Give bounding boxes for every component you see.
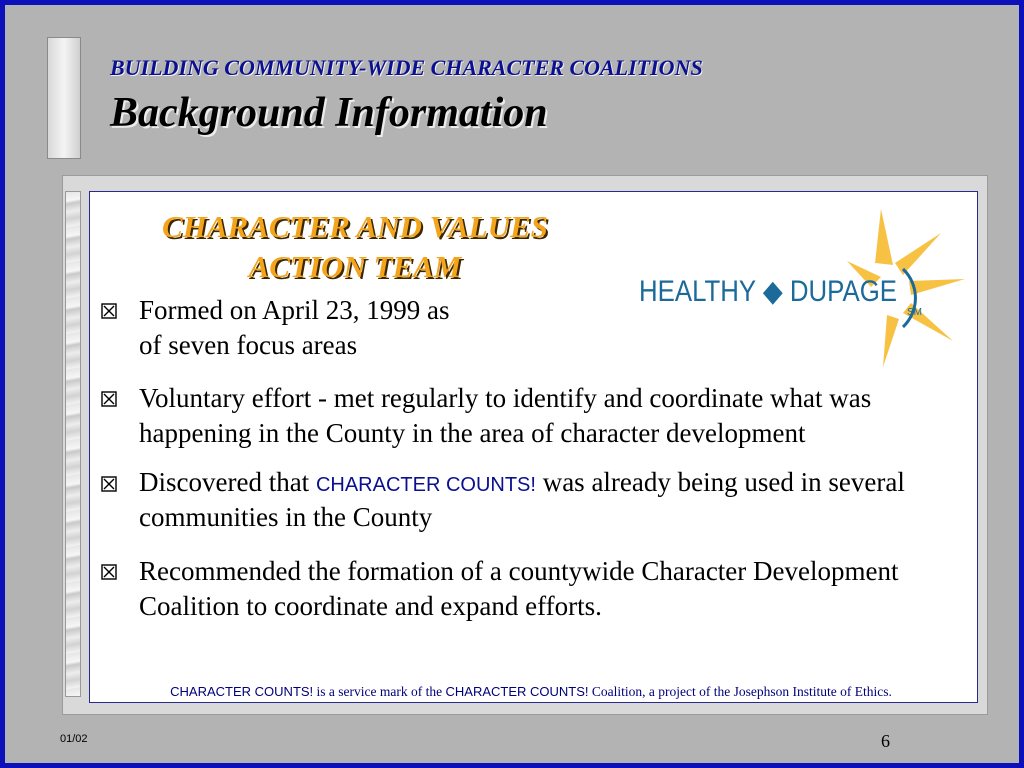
bullet-recommended-text: Recommended the formation of a countywide Character Development Coalition to coordinate and expand efforts. <box>139 556 899 621</box>
title-accent-bar <box>47 37 81 159</box>
bullet-x-icon <box>101 391 117 407</box>
logo-wordmark: HEALTHY ◆ DUPAGE <box>639 275 897 308</box>
footnote-mark-2: CHARACTER COUNTS! <box>445 684 589 699</box>
footnote-text-1: is a service mark of the <box>313 684 446 699</box>
bullet-discovered <box>101 466 951 533</box>
footnote-text-2: Coalition, a project of the Josephson Institute of Ethics. <box>588 684 892 699</box>
footnote-mark-1: CHARACTER COUNTS! <box>170 684 314 699</box>
character-counts-mark: CHARACTER COUNTS! <box>315 474 536 496</box>
footnote <box>101 684 961 700</box>
section-heading <box>115 207 595 287</box>
bullet-list <box>101 293 951 624</box>
bullet-voluntary-text: Voluntary effort - met regularly to identify and coordinate what was happening in the County in the area of character development <box>139 383 872 448</box>
bullet-formed-line1: Formed on April 23, 1999 as <box>139 295 450 325</box>
bullet-x-icon <box>101 564 117 580</box>
bullet-formed-line2: of seven focus areas <box>139 330 358 360</box>
footer-date: 01/02 <box>60 733 88 745</box>
logo-service-mark: SM <box>907 307 922 318</box>
bullet-voluntary <box>101 381 951 451</box>
bullet-discovered-pre: Discovered that <box>139 467 316 497</box>
section-heading-line1: CHARACTER AND VALUES <box>162 209 548 244</box>
bullet-x-icon <box>101 303 117 319</box>
marble-strip <box>65 191 81 697</box>
section-heading-line2: ACTION TEAM <box>248 249 462 284</box>
bullet-discovered-post: was already being used in several communities in the County <box>139 467 905 532</box>
bullet-formed <box>101 293 951 363</box>
page-number: 6 <box>881 731 890 751</box>
slide-subtitle: BUILDING COMMUNITY-WIDE CHARACTER COALITIONS <box>110 55 703 80</box>
bullet-x-icon <box>101 476 117 492</box>
bullet-recommended <box>101 554 951 624</box>
slide-title: Background Information <box>110 90 548 136</box>
